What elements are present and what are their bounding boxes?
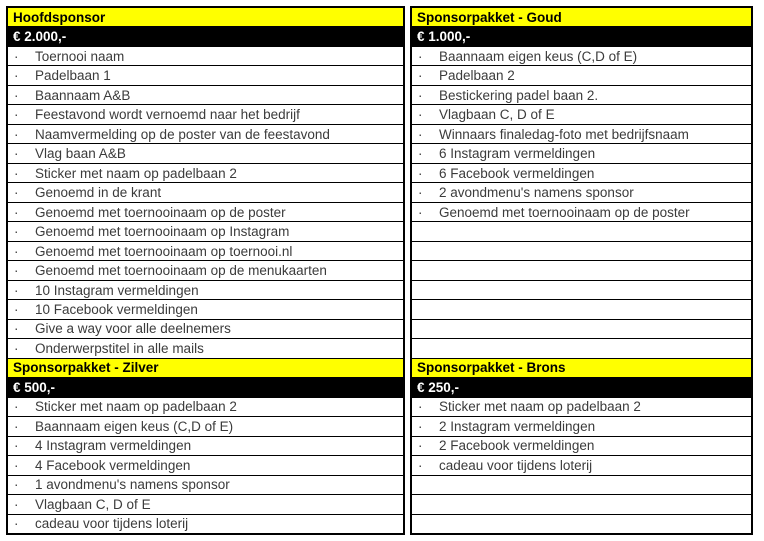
empty-row [412, 261, 751, 280]
empty-row [412, 242, 751, 261]
benefit-row [8, 398, 403, 417]
bullet-icon: · [14, 224, 19, 240]
bullet-icon: · [14, 68, 19, 84]
benefit-row [8, 242, 403, 261]
package-title-row-goud [412, 8, 751, 27]
bullet-icon: · [418, 204, 423, 220]
bullet-icon: · [14, 321, 19, 337]
empty-row [412, 222, 751, 241]
empty-row [412, 495, 751, 514]
benefit-label: Bestickering padel baan 2. [439, 87, 599, 103]
benefit-label: Baannaam A&B [35, 87, 131, 103]
benefit-row [412, 47, 751, 66]
benefit-label: Genoemd met toernooinaam op de menukaarten [35, 263, 327, 279]
bullet-icon: · [14, 399, 19, 415]
package-price-row-zilver [8, 378, 403, 397]
benefit-row [8, 105, 403, 124]
bullet-icon: · [14, 282, 19, 298]
benefit-row [8, 222, 403, 241]
benefit-row [8, 417, 403, 436]
bullet-icon: · [418, 146, 423, 162]
empty-row [412, 281, 751, 300]
benefit-label: Genoemd in de krant [35, 185, 162, 201]
benefit-label: Sticker met naam op padelbaan 2 [35, 399, 237, 415]
package-title-label: Sponsorpakket - Brons [417, 360, 566, 376]
benefit-label: 2 Facebook vermeldingen [439, 438, 595, 454]
bullet-icon: · [418, 438, 423, 454]
bullet-icon: · [14, 87, 19, 103]
benefit-label: Baannaam eigen keus (C,D of E) [439, 48, 638, 64]
benefit-label: Sticker met naam op padelbaan 2 [35, 165, 237, 181]
bullet-icon: · [14, 243, 19, 259]
package-title-label: Sponsorpakket - Goud [417, 9, 562, 25]
package-price-label: € 2.000,- [13, 29, 67, 45]
package-title-row-hoofdsponsor [8, 8, 403, 27]
benefit-label: 4 Facebook vermeldingen [35, 457, 191, 473]
bullet-icon: · [14, 165, 19, 181]
empty-row [412, 515, 751, 533]
benefit-label: cadeau voor tijdens loterij [439, 457, 593, 473]
package-price-row-brons [412, 378, 751, 397]
bullet-icon: · [14, 457, 19, 473]
package-price-row-hoofdsponsor [8, 27, 403, 46]
benefit-label: Vlagbaan C, D of E [35, 496, 151, 512]
bullet-icon: · [418, 457, 423, 473]
benefit-row [8, 320, 403, 339]
bullet-icon: · [418, 68, 423, 84]
bullet-icon: · [14, 516, 19, 532]
benefit-label: Genoemd met toernooinaam op Instagram [35, 224, 290, 240]
benefit-row [412, 144, 751, 163]
bullet-icon: · [418, 185, 423, 201]
benefit-row [8, 261, 403, 280]
benefit-label: 6 Facebook vermeldingen [439, 165, 595, 181]
package-price-label: € 1.000,- [417, 29, 471, 45]
bullet-icon: · [418, 165, 423, 181]
benefit-label: cadeau voor tijdens loterij [35, 516, 189, 532]
bullet-icon: · [14, 477, 19, 493]
bullet-icon: · [14, 302, 19, 317]
benefit-label: Toernooi naam [35, 48, 125, 64]
benefit-row [412, 164, 751, 183]
benefit-row [8, 281, 403, 300]
benefit-row [8, 125, 403, 144]
package-title-label: Hoofdsponsor [13, 9, 106, 25]
sponsor-table-left-column [6, 6, 405, 535]
bullet-icon: · [14, 146, 19, 162]
bullet-icon: · [14, 204, 19, 220]
benefit-label: 10 Instagram vermeldingen [35, 282, 199, 298]
package-price-label: € 250,- [417, 379, 460, 395]
bullet-icon: · [14, 48, 19, 64]
benefit-label: Padelbaan 1 [35, 68, 111, 84]
benefit-row [8, 300, 403, 319]
bullet-icon: · [418, 126, 423, 142]
benefit-row [8, 476, 403, 495]
benefit-row [8, 339, 403, 358]
benefit-label: Feestavond wordt vernoemd naar het bedrijf [35, 107, 300, 123]
benefit-label: Give a way voor alle deelnemers [35, 321, 231, 337]
benefit-row [8, 203, 403, 222]
empty-row [412, 476, 751, 495]
benefit-label: Onderwerpstitel in alle mails [35, 340, 204, 356]
benefit-row [8, 86, 403, 105]
benefit-row [412, 183, 751, 202]
package-title-label: Sponsorpakket - Zilver [13, 360, 159, 376]
benefit-row [8, 164, 403, 183]
bullet-icon: · [418, 399, 423, 415]
benefit-label: 4 Instagram vermeldingen [35, 438, 192, 454]
empty-row [412, 320, 751, 339]
benefit-label: Genoemd met toernooinaam op de poster [439, 204, 690, 220]
bullet-icon: · [14, 126, 19, 142]
bullet-icon: · [14, 418, 19, 434]
bullet-icon: · [14, 263, 19, 279]
benefit-label: Sticker met naam op padelbaan 2 [439, 399, 641, 415]
benefit-label: Genoemd met toernooinaam op toernooi.nl [35, 243, 293, 259]
bullet-icon: · [418, 48, 423, 64]
benefit-label: Vlag baan A&B [35, 146, 126, 162]
package-title-row-zilver [8, 359, 403, 378]
benefit-row [412, 398, 751, 417]
benefit-label: 6 Instagram vermeldingen [439, 146, 596, 162]
benefit-row [412, 417, 751, 436]
benefit-row [8, 456, 403, 475]
benefit-row [8, 515, 403, 533]
benefit-label: Winnaars finaledag-foto met bedrijfsnaam [439, 126, 689, 142]
benefit-label: Naamvermelding op de poster van de feestavond [35, 126, 330, 142]
benefit-row [412, 437, 751, 456]
bullet-icon: · [418, 418, 423, 434]
benefit-row [8, 183, 403, 202]
empty-row [412, 339, 751, 358]
benefit-row [8, 437, 403, 456]
benefit-row [412, 105, 751, 124]
benefit-label: Genoemd met toernooinaam op de poster [35, 204, 286, 220]
bullet-icon: · [418, 87, 423, 103]
bullet-icon: · [14, 340, 19, 356]
benefit-row [8, 47, 403, 66]
package-price-row-goud [412, 27, 751, 46]
benefit-label: Vlagbaan C, D of E [439, 107, 555, 123]
bullet-icon: · [14, 438, 19, 454]
benefit-label: 1 avondmenu's namens sponsor [35, 477, 230, 493]
benefit-label: Padelbaan 2 [439, 68, 515, 84]
benefit-label: 2 avondmenu's namens sponsor [439, 185, 634, 201]
benefit-row [412, 66, 751, 85]
package-title-row-brons [412, 359, 751, 378]
benefit-row [412, 86, 751, 105]
bullet-icon: · [14, 107, 19, 123]
benefit-row [8, 495, 403, 514]
benefit-row [412, 203, 751, 222]
empty-row [412, 300, 751, 319]
package-price-label: € 500,- [13, 379, 56, 395]
bullet-icon: · [14, 496, 19, 512]
benefit-row [8, 144, 403, 163]
benefit-label: 2 Instagram vermeldingen [439, 418, 596, 434]
bullet-icon: · [14, 185, 19, 201]
benefit-row [412, 125, 751, 144]
bullet-icon: · [418, 107, 423, 123]
benefit-row [8, 66, 403, 85]
benefit-label: 10 Facebook vermeldingen [35, 302, 198, 317]
sponsor-table-right-column [410, 6, 753, 535]
benefit-row [412, 456, 751, 475]
benefit-label: Baannaam eigen keus (C,D of E) [35, 418, 234, 434]
